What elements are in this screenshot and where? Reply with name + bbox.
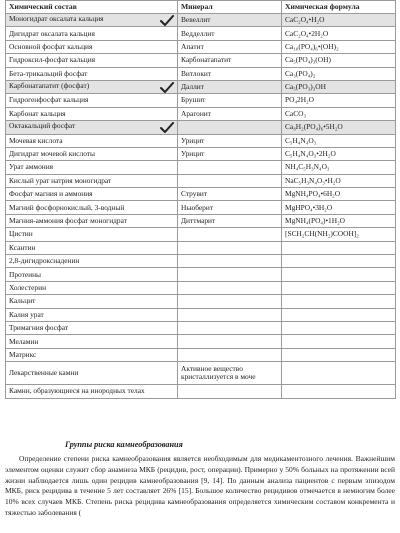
- composition-text: Карбонат кальция: [9, 108, 66, 118]
- composition-text: Дигидрат оксалата кальция: [9, 28, 95, 38]
- table-row: [6, 268, 396, 281]
- cell-mineral: Даллит: [178, 80, 282, 93]
- cell-chemical-composition: [6, 107, 178, 120]
- table-row: [6, 67, 396, 80]
- stone-composition-table: [5, 0, 396, 399]
- table-row: [6, 295, 396, 308]
- cell-mineral: [178, 321, 282, 334]
- cell-chemical-composition: [6, 214, 178, 227]
- cell-mineral: Струвит: [178, 188, 282, 201]
- composition-text: Протеины: [9, 269, 42, 279]
- composition-text: Магния-аммония фосфат моногидрат: [9, 215, 127, 225]
- cell-chemical-composition: [6, 268, 178, 281]
- table-row: [6, 161, 396, 174]
- cell-chemical-composition: [6, 201, 178, 214]
- composition-text: Фосфат магния и аммония: [9, 189, 93, 199]
- cell-mineral: [178, 335, 282, 348]
- cell-chemical-formula: [SCH₂CH(NH₂)COOH]₂: [282, 228, 396, 241]
- composition-text: Гидрогенфосфат кальция: [9, 95, 89, 105]
- cell-mineral: Вевеллит: [178, 14, 282, 27]
- table-row: [6, 281, 396, 294]
- cell-chemical-composition: [6, 295, 178, 308]
- composition-text: Дигидрат мочевой кислоты: [9, 149, 96, 159]
- cell-mineral: [178, 295, 282, 308]
- cell-chemical-composition: [6, 174, 178, 187]
- composition-text: 2,8-дигидроксиаденин: [9, 256, 80, 266]
- cell-chemical-composition: [6, 188, 178, 201]
- composition-text: Холестерин: [9, 282, 47, 292]
- table-row: [6, 241, 396, 254]
- cell-chemical-composition: [6, 134, 178, 147]
- table-row: [6, 134, 396, 147]
- composition-text: Камни, образующиеся на инородных телах: [9, 386, 145, 396]
- cell-chemical-formula: CaC₂O₄•H₂O: [282, 14, 396, 27]
- cell-mineral: [178, 268, 282, 281]
- cell-chemical-formula: Ca₁₀(PO₄)₆•(OH)₂: [282, 40, 396, 53]
- table-row: [6, 308, 396, 321]
- table-row: [6, 54, 396, 67]
- table-row: [6, 121, 396, 134]
- checkmark-icon: [160, 122, 174, 133]
- section-paragraph: Определение степени риска камнеобразования является необходимым для медикаментозного лечения. Важнейшим элементом оценки служит сбор анамнеза МКБ (рецидив, рост, операции). Примерно у 50% больных на протяжении всей жизни наблюдается лишь один рецидив камнеобразования [9, 14]. По данным анализа пациентов с первым эпизодом МКБ, риск рецидива в течение 5 лет составляет 26% [15]. Большое количество рецидивов отмечается в немногим более 10% всех случаев МКБ. Степень риска рецидива камнеобразования определяется химическим составом конкремента и тяжестью заболевания (: [5, 454, 395, 517]
- cell-chemical-formula: Ca₈H₂(PO₄)₆•5H₂O: [282, 121, 396, 134]
- cell-mineral: Ведделлит: [178, 27, 282, 40]
- cell-mineral: [178, 255, 282, 268]
- composition-text: Кислый урат натрия моногидрат: [9, 175, 112, 185]
- cell-chemical-composition: [6, 385, 178, 398]
- risk-groups-section: [5, 440, 395, 519]
- cell-mineral: Карбонатапатит: [178, 54, 282, 67]
- table-row: [6, 201, 396, 214]
- cell-mineral: [178, 241, 282, 254]
- composition-text: Кальцит: [9, 296, 36, 306]
- cell-chemical-formula: CaC₂O₄•2H₂O: [282, 27, 396, 40]
- section-heading: Группы риска камнеобразования: [65, 440, 183, 449]
- cell-chemical-composition: [6, 321, 178, 334]
- cell-mineral: Активное вещество кристаллизуется в моче: [178, 362, 282, 385]
- cell-chemical-composition: [6, 40, 178, 53]
- cell-chemical-composition: [6, 362, 178, 385]
- cell-chemical-formula: CaCO₃: [282, 107, 396, 120]
- cell-chemical-formula: [282, 385, 396, 398]
- cell-chemical-composition: [6, 27, 178, 40]
- composition-text: Гидроксил-фосфат кальция: [9, 55, 96, 65]
- table-row: [6, 14, 396, 27]
- cell-chemical-formula: Ca₃(PO₄)₂: [282, 67, 396, 80]
- cell-chemical-formula: [282, 321, 396, 334]
- cell-mineral: Витлокит: [178, 67, 282, 80]
- table-row: [6, 348, 396, 361]
- cell-chemical-formula: C₅H₄N₄O₃•2H₂O: [282, 147, 396, 160]
- cell-mineral: Урицит: [178, 134, 282, 147]
- cell-chemical-composition: [6, 241, 178, 254]
- cell-mineral: Диттмарит: [178, 214, 282, 227]
- table-row: [6, 255, 396, 268]
- cell-chemical-composition: [6, 14, 178, 27]
- table-row: [6, 107, 396, 120]
- composition-text: Карбонатапатит (фосфат): [9, 80, 90, 90]
- cell-chemical-formula: [282, 348, 396, 361]
- table-row: [6, 40, 396, 53]
- composition-text: Матрикс: [9, 349, 37, 359]
- cell-mineral: [178, 385, 282, 398]
- composition-text: Тримагния фосфат: [9, 323, 69, 333]
- composition-text: Бета-трикальций фосфат: [9, 68, 88, 78]
- composition-text: Цистин: [9, 229, 33, 239]
- cell-chemical-composition: [6, 94, 178, 107]
- table-row: [6, 80, 396, 93]
- cell-mineral: [178, 174, 282, 187]
- cell-chemical-composition: [6, 308, 178, 321]
- table-row: [6, 321, 396, 334]
- cell-chemical-composition: [6, 255, 178, 268]
- header-chemical-formula: Химическая формула: [282, 1, 396, 14]
- cell-mineral: [178, 161, 282, 174]
- cell-chemical-composition: [6, 147, 178, 160]
- cell-mineral: [178, 228, 282, 241]
- cell-chemical-formula: MgNH₄PO₄•6H₂O: [282, 188, 396, 201]
- composition-text: Калия урат: [9, 309, 44, 319]
- cell-chemical-composition: [6, 335, 178, 348]
- cell-mineral: Арагонит: [178, 107, 282, 120]
- cell-chemical-composition: [6, 228, 178, 241]
- cell-mineral: Брушит: [178, 94, 282, 107]
- cell-mineral: Ньюберит: [178, 201, 282, 214]
- cell-chemical-formula: [282, 281, 396, 294]
- table-row: [6, 385, 396, 398]
- composition-text: Лекарственные камни: [9, 368, 79, 378]
- cell-chemical-formula: PO₄2H₂O: [282, 94, 396, 107]
- cell-chemical-composition: [6, 348, 178, 361]
- composition-text: Меламин: [9, 336, 39, 346]
- cell-chemical-formula: MgHPO₄•3H₂O: [282, 201, 396, 214]
- cell-chemical-composition: [6, 67, 178, 80]
- table-row: [6, 362, 396, 385]
- checkmark-icon: [160, 82, 174, 93]
- cell-chemical-formula: Ca₅(PO₃)₃OH: [282, 80, 396, 93]
- cell-chemical-composition: [6, 54, 178, 67]
- table-row: [6, 214, 396, 227]
- cell-chemical-formula: [282, 308, 396, 321]
- cell-mineral: Урицит: [178, 147, 282, 160]
- cell-chemical-formula: [282, 255, 396, 268]
- table-row: [6, 335, 396, 348]
- cell-chemical-formula: [282, 335, 396, 348]
- table-row: [6, 94, 396, 107]
- cell-mineral: [178, 281, 282, 294]
- cell-chemical-composition: [6, 161, 178, 174]
- cell-chemical-formula: [282, 362, 396, 385]
- table-row: [6, 174, 396, 187]
- table-header-row: [6, 1, 396, 14]
- cell-chemical-formula: [282, 241, 396, 254]
- cell-chemical-formula: [282, 295, 396, 308]
- composition-text: Ксантин: [9, 242, 36, 252]
- header-mineral: Минерал: [178, 1, 282, 14]
- table-row: [6, 228, 396, 241]
- checkmark-icon: [160, 15, 174, 26]
- cell-chemical-composition: [6, 121, 178, 134]
- composition-text: Моногидрат оксалата кальция: [9, 13, 104, 23]
- composition-text: Основной фосфат кальция: [9, 41, 93, 51]
- table-row: [6, 188, 396, 201]
- cell-chemical-composition: [6, 80, 178, 93]
- cell-chemical-formula: C₅H₄N₄O₃: [282, 134, 396, 147]
- cell-mineral: [178, 348, 282, 361]
- composition-text: Мочевая кислота: [9, 135, 63, 145]
- cell-chemical-composition: [6, 281, 178, 294]
- composition-text: Октакальций фосфат: [9, 120, 76, 130]
- header-chemical-composition: Химический состав: [6, 1, 178, 14]
- cell-chemical-formula: NaC₅H₃N₄O₃•H₂O: [282, 174, 396, 187]
- cell-mineral: [178, 308, 282, 321]
- composition-text: Урат аммония: [9, 162, 54, 172]
- cell-chemical-formula: MgNH₄(PO₄)•1H₂O: [282, 214, 396, 227]
- cell-mineral: [178, 121, 282, 134]
- cell-chemical-formula: NH₄C₅H₃N₄O₃: [282, 161, 396, 174]
- cell-chemical-formula: Ca₅(PO₄)₃(OH): [282, 54, 396, 67]
- table-row: [6, 147, 396, 160]
- cell-mineral: Апатит: [178, 40, 282, 53]
- cell-chemical-formula: [282, 268, 396, 281]
- table-row: [6, 27, 396, 40]
- composition-text: Магний фосфорнокислый, 3-водный: [9, 202, 125, 212]
